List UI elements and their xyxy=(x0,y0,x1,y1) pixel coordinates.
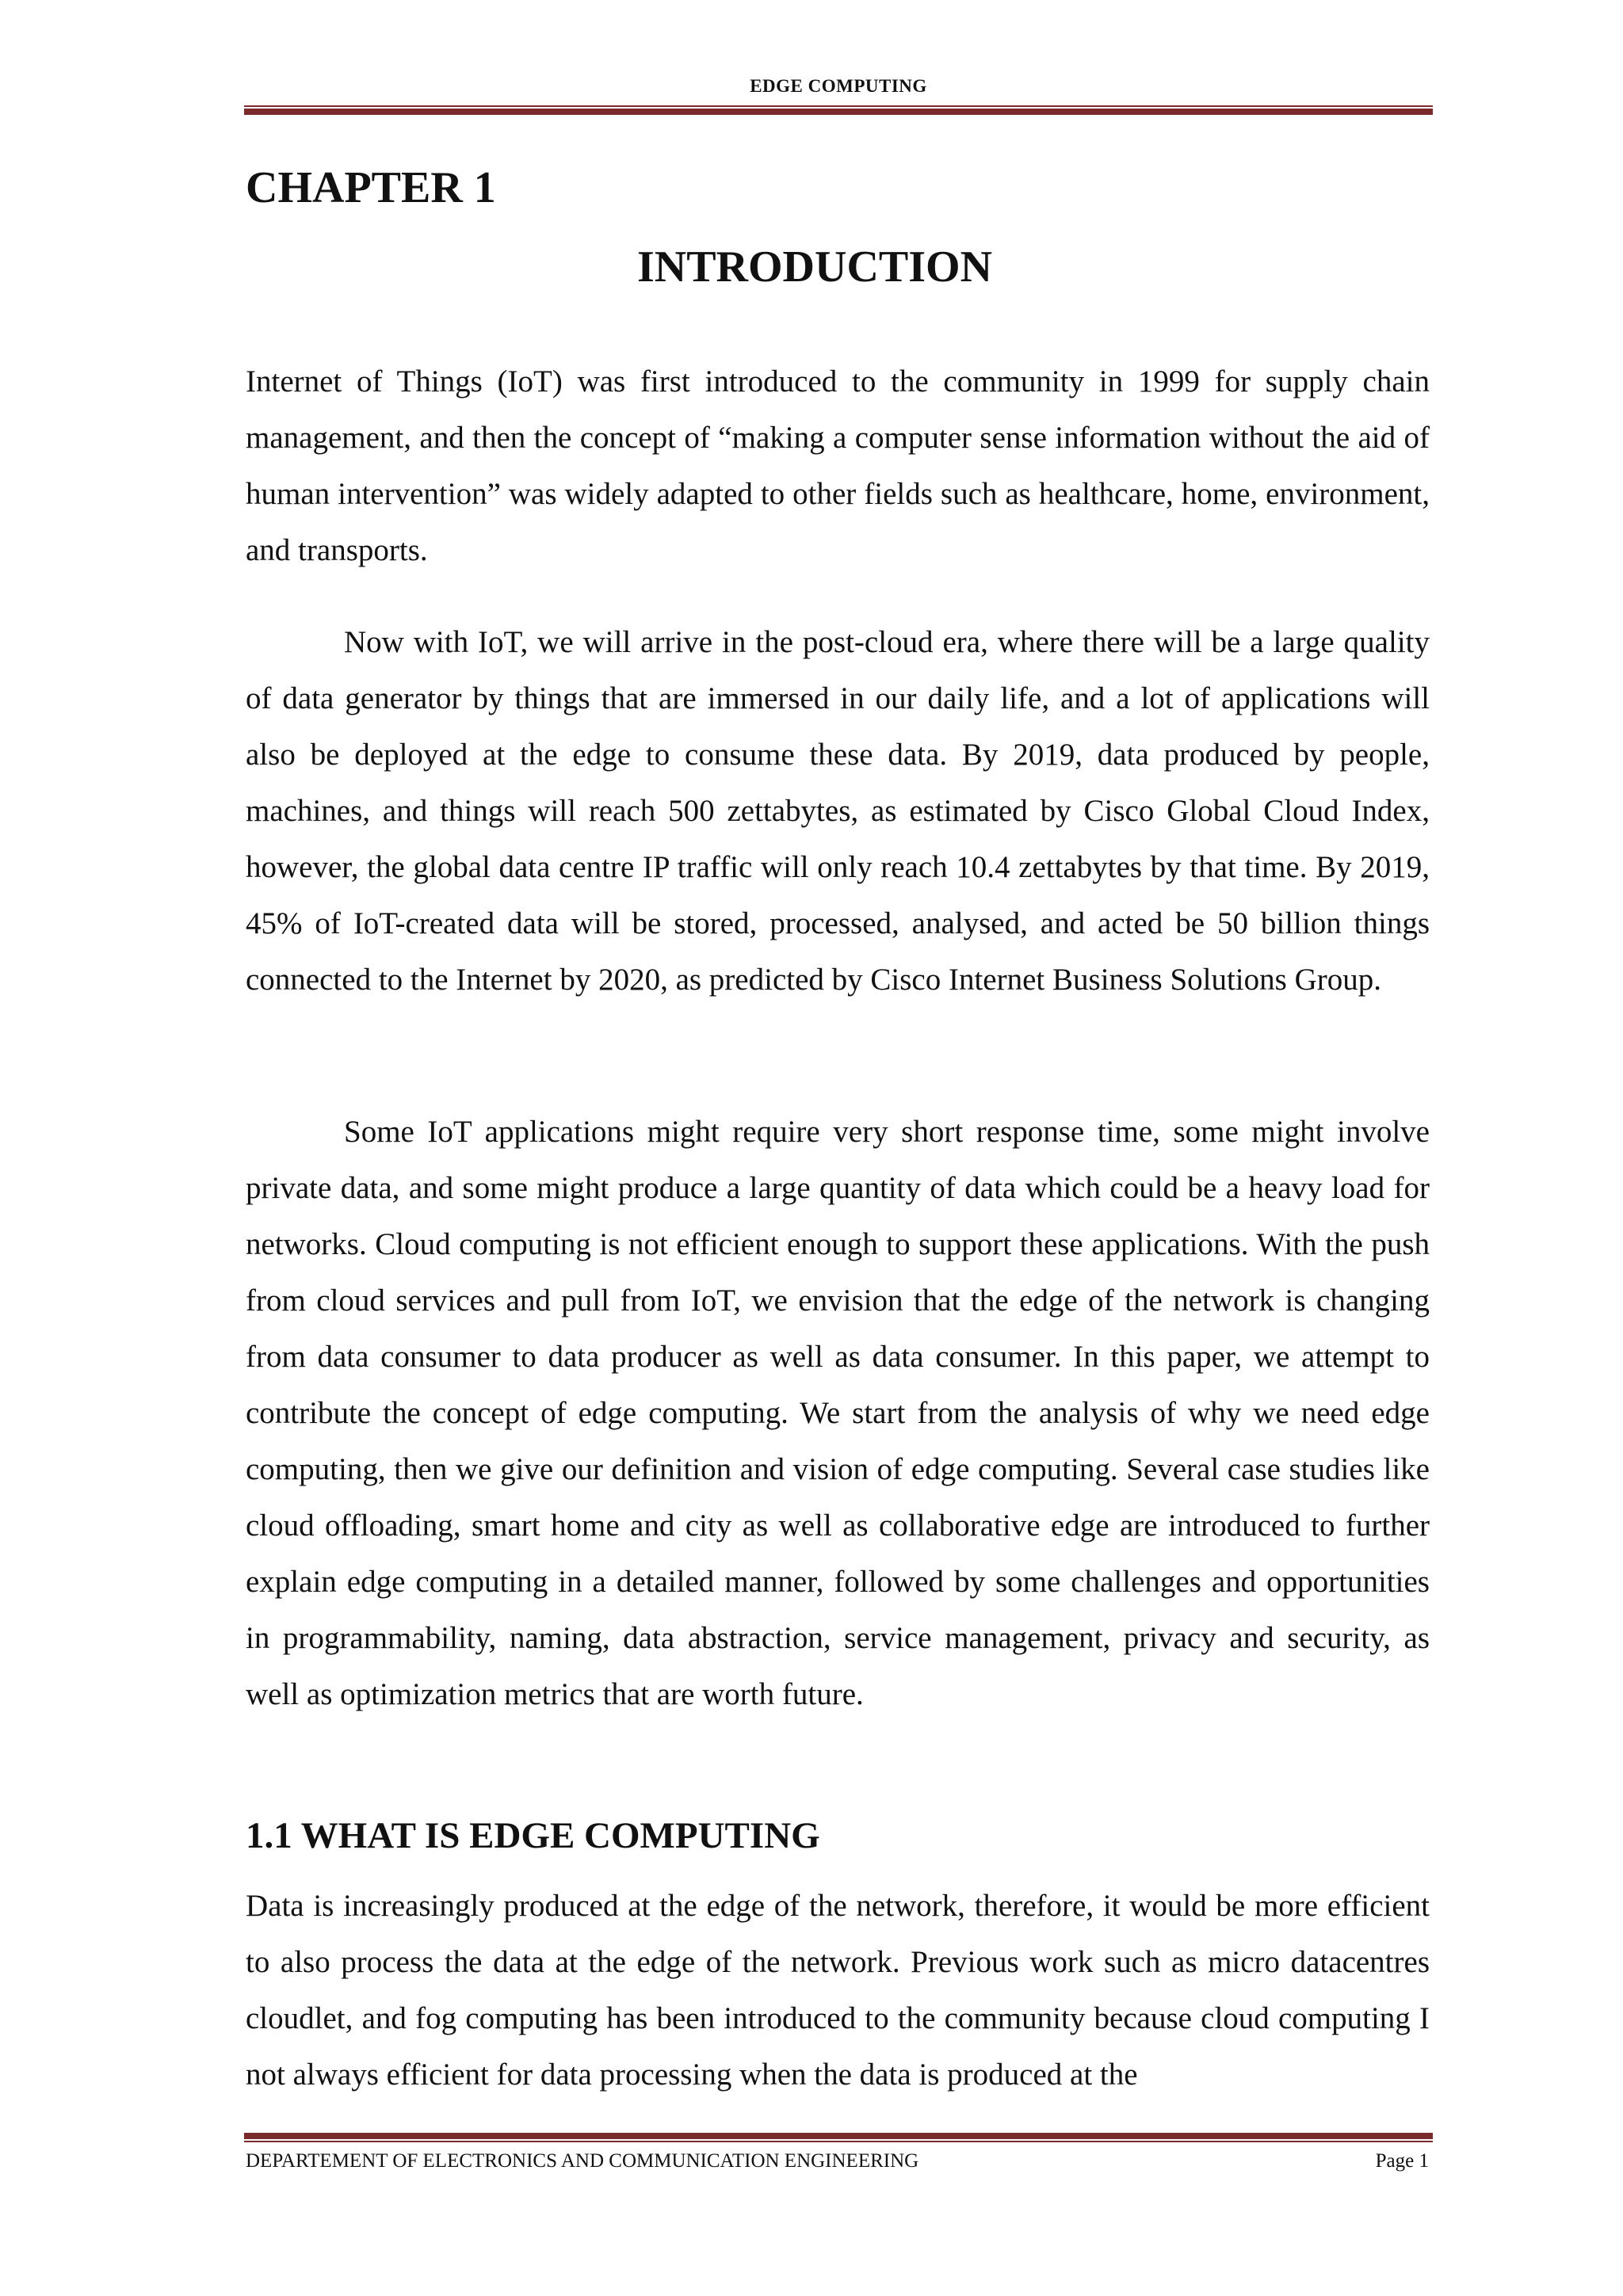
footer-rule xyxy=(244,2133,1433,2142)
section-heading: 1.1 WHAT IS EDGE COMPUTING xyxy=(246,1815,820,1856)
page-number: Page 1 xyxy=(1375,2150,1429,2172)
running-header: EDGE COMPUTING xyxy=(750,76,927,96)
section-paragraph: Data is increasingly produced at the edge of the network, therefore, it would be more efficient to also process the data at the edge of the network. Previous work such as micro datacentres cloudlet, and fog computing has been introduced to the community because cloud computing I not always efficient for data processing when the data is produced at the xyxy=(246,1889,1430,2092)
intro-paragraph-3: Some IoT applications might require very short response time, some might involve private data, and some might produce a large quantity of data which could be a heavy load for networks. Cloud computing is not efficient enough to support these applications. With the push from cloud services and pull from IoT, we envision that the edge of the network is changing from data consumer to data producer as well as data consumer. In this paper, we attempt to contribute the concept of edge computing. We start from the analysis of why we need edge computing, then we give our definition and vision of edge computing. Several case studies like cloud offloading, smart home and city as well as collaborative edge are introduced to further explain edge computing in a detailed manner, followed by some challenges and opportunities in programmability, naming, data abstraction, service management, privacy and security, as well as optimization metrics that are worth future. xyxy=(246,1115,1430,1711)
intro-paragraph-1: Internet of Things (IoT) was first introduced to the community in 1999 for supply chain management, and then the concept of “making a computer sense information without the aid of human intervention” was widely adapted to other fields such as healthcare, home, environment, and transports. xyxy=(246,364,1430,567)
header-rule xyxy=(244,105,1433,115)
intro-paragraph-2: Now with IoT, we will arrive in the post-cloud era, where there will be a large quality of data generator by things that are immersed in our daily life, and a lot of applications will also be deployed at the edge to consume these data. By 2019, data produced by people, machines, and things will reach 500 zettabytes, as estimated by Cisco Global Cloud Index, however, the global data centre IP traffic will only reach 10.4 zettabytes by that time. By 2019, 45% of IoT-created data will be stored, processed, analysed, and acted be 50 billion things connected to the Internet by 2020, as predicted by Cisco Internet Business Solutions Group. xyxy=(246,625,1430,997)
chapter-label: CHAPTER 1 xyxy=(246,163,496,212)
chapter-title: INTRODUCTION xyxy=(636,242,993,292)
footer-department: DEPARTEMENT OF ELECTRONICS AND COMMUNICATION ENGINEERING xyxy=(246,2150,919,2172)
